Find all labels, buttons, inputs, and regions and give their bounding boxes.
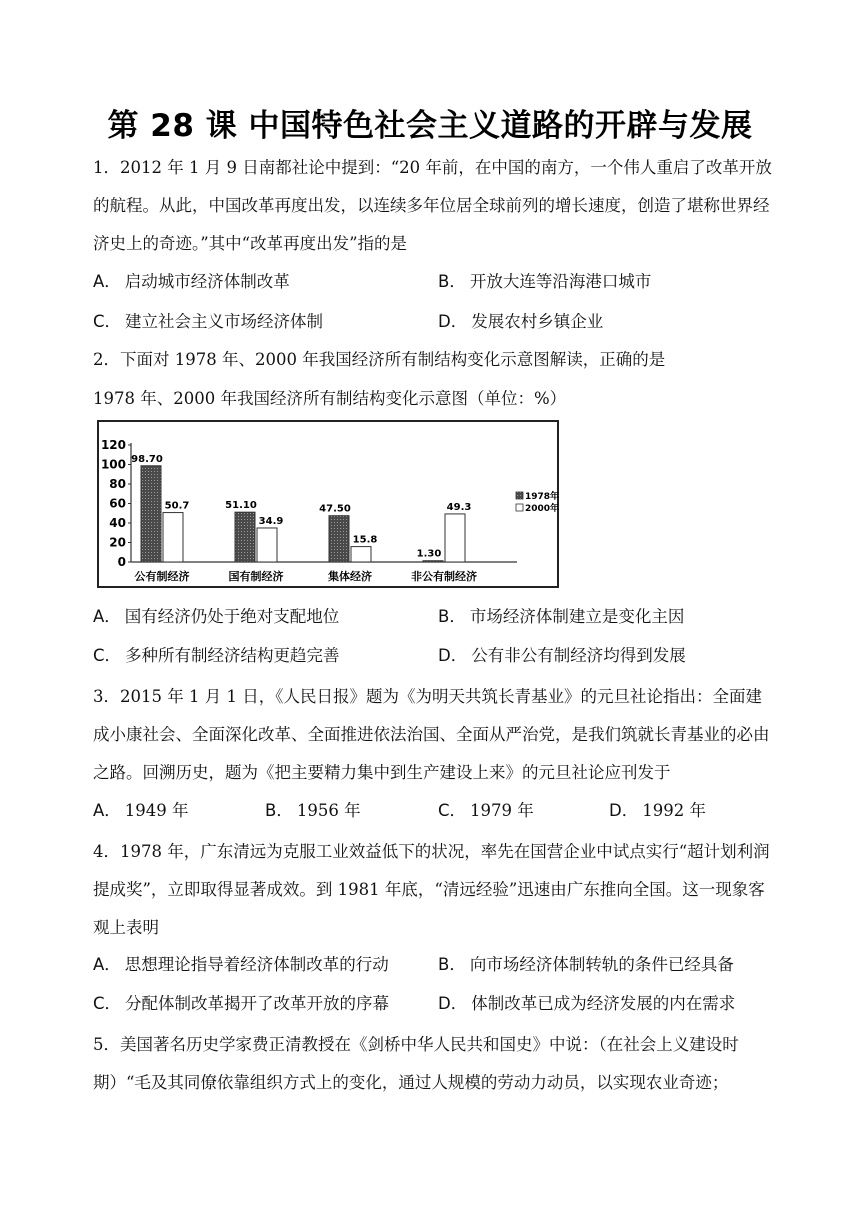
data-label: 34.9 — [258, 515, 284, 527]
bar — [445, 514, 465, 562]
option-label: D． — [438, 312, 468, 331]
y-tick-label: 80 — [109, 477, 126, 491]
bar — [235, 512, 255, 562]
page-title: 第 28 课 中国特色社会主义道路的开辟与发展 — [107, 108, 753, 144]
question-1-option-d — [438, 308, 603, 332]
option-label: C． — [93, 312, 122, 331]
option-label: A． — [93, 607, 121, 626]
bar — [257, 528, 277, 562]
figure-caption: 1978 年、2000 年我国经济所有制结构变化示意图（单位：%） — [93, 389, 567, 408]
question-3-option-b — [265, 797, 361, 821]
option-text: 开放大连等沿海港口城市 — [469, 272, 652, 291]
question-4-option-c — [93, 990, 389, 1014]
option-label: D． — [438, 994, 468, 1013]
question-2-option-d — [438, 642, 686, 666]
data-label: 1.30 — [416, 548, 442, 560]
question-5-stem: 5．美国著名历史学家费正清教授在《剑桥中华人民共和国史》中说：（在社会上义建设时期）“毛及其同僚依靠组织方式上的变化，通过人规模的劳动力动员，以实现农业奇迹； — [93, 1035, 739, 1092]
legend-label: 1978年 — [525, 492, 559, 502]
data-label: 50.7 — [164, 500, 190, 512]
question-3-option-a — [93, 797, 189, 821]
option-text: 思想理论指导着经济体制改革的行动 — [124, 955, 389, 974]
x-category-label: 集体经济 — [328, 570, 372, 583]
data-label: 98.70 — [131, 453, 163, 465]
bar — [329, 516, 349, 562]
option-text: 分配体制改革揭开了改革开放的序幕 — [125, 994, 390, 1013]
question-3-option-c — [438, 797, 534, 821]
option-label: D． — [609, 801, 639, 820]
option-label: C． — [93, 646, 122, 665]
question-2-stem: 2．下面对 1978 年、2000 年我国经济所有制结构变化示意图解读，正确的是 — [93, 350, 666, 369]
bar — [141, 466, 161, 562]
y-tick-label: 40 — [109, 516, 126, 530]
option-label: A． — [93, 955, 121, 974]
question-1-option-a — [93, 268, 290, 292]
data-label: 49.3 — [446, 501, 472, 513]
question-2-option-a — [93, 603, 339, 627]
question-3-stem: 3．2015 年 1 月 1 日，《人民日报》题为《为明天共筑长青基业》的元旦社论指出：全面建成小康社会、全面深化改革、全面推进依法治国、全面从严治党，是我们筑就长青基业的必由之路。回溯历史，题为《把主要精力集中到生产建设上来》的元旦社论应刊发于 — [93, 687, 770, 782]
y-tick-label: 100 — [100, 457, 126, 472]
option-text: 向市场经济体制转轨的条件已经具备 — [469, 955, 734, 974]
x-category-label: 非公有制经济 — [411, 570, 477, 583]
option-label: B． — [438, 272, 466, 291]
question-4-option-b — [438, 951, 734, 975]
option-label: C． — [438, 801, 467, 820]
option-text: 公有非公有制经济均得到发展 — [471, 646, 686, 665]
question-2-option-c — [93, 642, 340, 666]
question-1-stem: 1．2012 年 1 月 9 日南都社论中提到：“20 年前，在中国的南方，一个伟人重启了改革开放的航程。从此，中国改革再度出发，以连续多年位居全球前列的增长速度，创造了堪称世界经济史上的奇迹。”其中“改革再度出发”指的是 — [93, 158, 772, 253]
bar — [163, 513, 183, 562]
data-label: 15.8 — [352, 534, 378, 546]
option-label: C． — [93, 994, 122, 1013]
option-label: B． — [438, 607, 466, 626]
option-text: 市场经济体制建立是变化主因 — [469, 607, 685, 626]
bar — [423, 561, 443, 562]
y-tick-label: 120 — [100, 438, 126, 452]
x-category-label: 国有制经济 — [228, 570, 284, 583]
option-text: 1992 年 — [642, 801, 706, 820]
y-tick-label: 20 — [109, 535, 126, 550]
question-2-option-b — [438, 603, 684, 627]
option-text: 体制改革已成为经济发展的内在需求 — [471, 994, 736, 1013]
option-text: 1949 年 — [124, 801, 189, 820]
option-label: B． — [265, 801, 293, 820]
question-4-option-a — [93, 951, 389, 975]
option-text: 1956 年 — [296, 801, 361, 820]
ownership-bar-chart — [97, 420, 559, 588]
option-text: 建立社会主义市场经济体制 — [125, 312, 324, 331]
data-label: 51.10 — [225, 500, 257, 512]
option-text: 启动城市经济体制改革 — [124, 272, 290, 291]
x-category-label: 公有制经济 — [134, 570, 190, 583]
legend-swatch — [516, 492, 523, 499]
option-text: 多种所有制经济结构更趋完善 — [125, 646, 340, 665]
legend-label: 2000年 — [525, 504, 559, 514]
question-1-option-b — [438, 268, 651, 292]
question-4-stem: 4．1978 年，广东清远为克服工业效益低下的状况，率先在国营企业中试点实行“超计划利润提成奖”，立即取得显著成效。到 1981 年底，“清远经验”迅速由广东推向全国。这一现象客观上表明 — [93, 842, 770, 937]
option-text: 1979 年 — [470, 801, 534, 820]
option-label: A． — [93, 801, 121, 820]
option-label: A． — [93, 272, 121, 291]
question-1-option-c — [93, 308, 323, 332]
y-tick-label: 0 — [117, 555, 126, 569]
legend-swatch — [516, 504, 523, 511]
option-text: 发展农村乡镇企业 — [471, 312, 604, 331]
option-text: 国有经济仍处于绝对支配地位 — [124, 607, 340, 626]
option-label: D． — [438, 646, 468, 665]
question-3-option-d — [609, 797, 706, 821]
bar — [351, 547, 371, 562]
option-label: B． — [438, 955, 466, 974]
y-tick-label: 60 — [109, 496, 126, 511]
question-4-option-d — [438, 990, 735, 1014]
data-label: 47.50 — [319, 503, 351, 515]
